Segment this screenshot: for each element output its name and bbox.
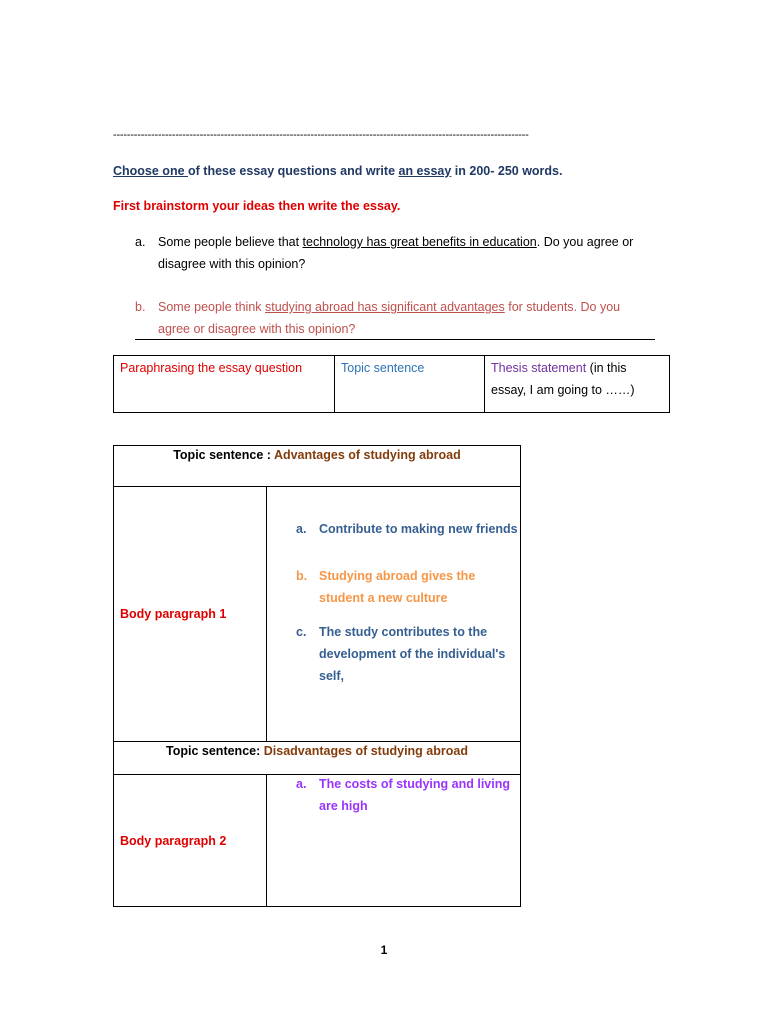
outline-table [113, 445, 521, 907]
body-paragraph-2-label: Body paragraph 2 [114, 775, 267, 907]
cell-topic-sentence: Topic sentence [335, 356, 485, 413]
question-text-underlined: studying abroad has significant advantages [265, 300, 505, 314]
instruction-choose-one: Choose one [113, 164, 189, 178]
topic-sentence-label: Topic sentence : [173, 448, 274, 462]
instruction-line-1 [113, 164, 563, 178]
instruction-word-count: in 200- 250 words. [451, 164, 563, 178]
question-text-post: for students. Do you agree or disagree with this opinion? [158, 300, 621, 336]
question-text-pre: Some people think [158, 300, 266, 314]
topic-sentence-label: Topic sentence: [166, 744, 264, 758]
topic-sentence-row-1 [114, 446, 521, 487]
outline-item [267, 773, 520, 817]
topic-sentence-value: Advantages of studying abroad [273, 448, 461, 462]
question-text-underlined: technology has great benefits in education [302, 235, 537, 249]
outline-item [267, 518, 520, 540]
body-paragraph-1-content [267, 487, 521, 742]
item-label: a. [296, 777, 307, 791]
topic-sentence-row-2 [114, 742, 521, 775]
page-number: 1 [380, 943, 388, 957]
instruction-text: of these essay questions and write [188, 164, 399, 178]
item-text: The study contributes to the development of the individual's self, [319, 625, 506, 683]
thesis-rest: (in this essay, I am going to ……) [491, 361, 635, 397]
outline-item [267, 621, 520, 687]
item-text: The costs of studying and living are high [319, 777, 510, 813]
body-paragraph-1-label: Body paragraph 1 [114, 487, 267, 742]
thesis-label: Thesis statement [491, 361, 587, 375]
item-text: Contribute to making new friends [319, 522, 518, 536]
outline-item [267, 565, 520, 609]
instruction-an-essay: an essay [398, 164, 452, 178]
item-label: c. [296, 625, 307, 639]
item-label: b. [296, 569, 308, 583]
item-label: a. [296, 522, 307, 536]
planning-table [113, 355, 670, 413]
essay-question-b [135, 296, 645, 340]
question-label: a. [135, 235, 146, 249]
question-label: b. [135, 300, 146, 314]
body-paragraph-2-content [267, 775, 521, 907]
separator-line: ------------------------------------------------------------------------------------------------------------------------ [113, 129, 529, 141]
divider [135, 339, 655, 340]
question-text-pre: Some people believe that [158, 235, 303, 249]
item-text: Studying abroad gives the student a new culture [319, 569, 476, 605]
cell-thesis-statement [485, 356, 670, 413]
question-text-post: . Do you agree or disagree with this opinion? [158, 235, 634, 271]
cell-paraphrasing: Paraphrasing the essay question [114, 356, 335, 413]
essay-question-a [135, 231, 645, 275]
topic-sentence-value: Disadvantages of studying abroad [263, 744, 468, 758]
instruction-line-2: First brainstorm your ideas then write the essay. [113, 199, 401, 213]
